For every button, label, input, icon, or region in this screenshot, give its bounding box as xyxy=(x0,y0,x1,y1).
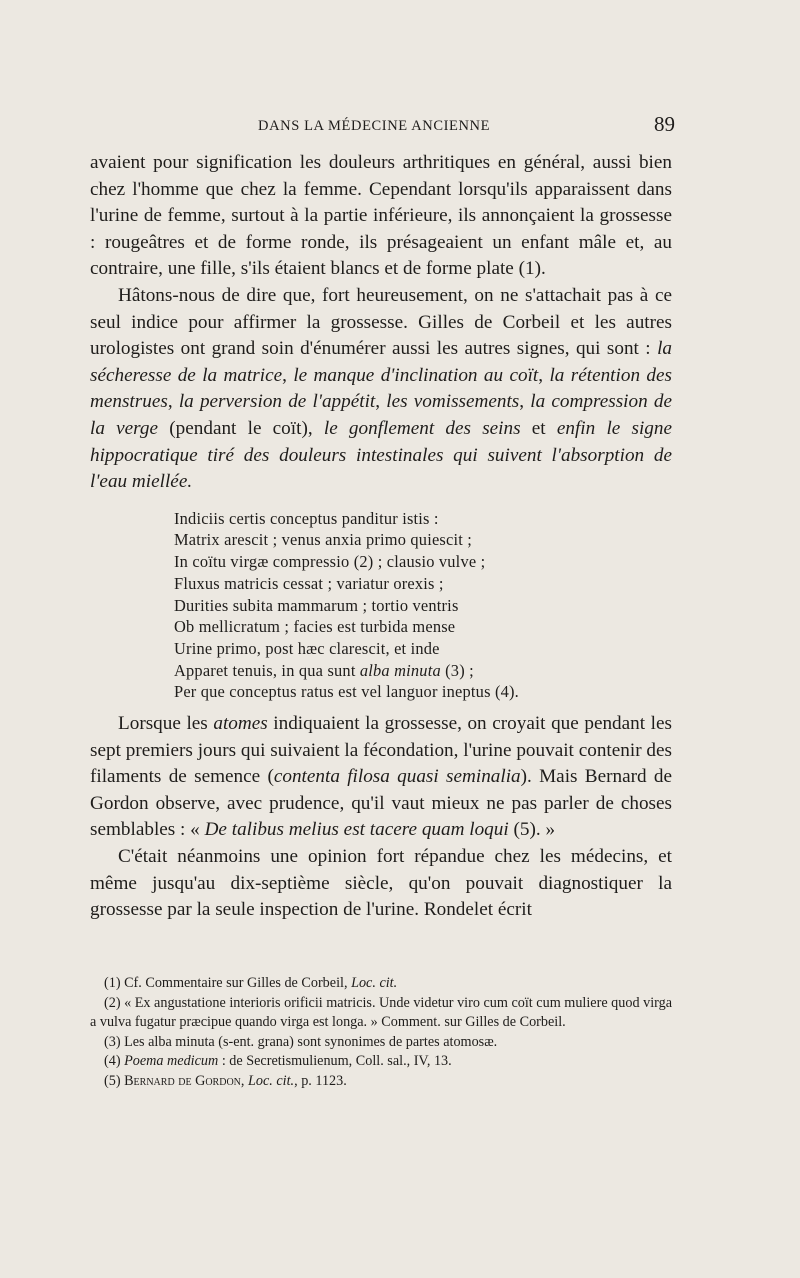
paragraph-2 xyxy=(90,283,672,496)
text-run: Lorsque les xyxy=(118,713,214,735)
author-name: Bernard de Gordon xyxy=(124,1072,241,1089)
verse-line: Matrix arescit ; venus anxia primo quiescit ; xyxy=(174,530,473,550)
italic-run: la compression de la verge xyxy=(90,391,673,439)
text-run: , xyxy=(167,391,179,413)
text-run: (3) ; xyxy=(440,660,474,680)
main-text xyxy=(90,150,672,924)
latin-verse xyxy=(174,508,672,703)
italic-run: Poema medicum xyxy=(124,1053,219,1070)
footnote-2: (2) « Ex angustatione interioris orificii matricis. Unde videtur viro cum coït cum muliere quod virga a vulva fugatur præcipue quando virga est longa. » Comment. sur Gilles de Corbeil. xyxy=(90,994,672,1031)
text-run: Hâtons-nous de dire que, fort heureusement, on ne s'attachait pas à ce seul indice pour affirmer la grossesse. Gilles de Corbeil et les autres urologistes ont grand soin d'énumérer aussi les autres signes, qui sont : xyxy=(90,284,672,360)
verse-line: Per que conceptus ratus est vel languor ineptus (4). xyxy=(174,682,519,702)
text-run: (4) xyxy=(104,1053,125,1070)
verse-line xyxy=(174,660,672,682)
text-run: Apparet tenuis, in qua sunt xyxy=(174,660,360,680)
text-run: : de Secretismulienum, Coll. sal., IV, 13. xyxy=(218,1053,452,1070)
italic-run: Loc. cit. xyxy=(351,975,398,991)
italic-run: les vomissements xyxy=(386,391,520,413)
italic-run: Loc. cit. xyxy=(248,1072,295,1089)
verse-line: In coïtu virgæ compressio (2) ; clausio vulve ; xyxy=(174,552,486,572)
text-run: , xyxy=(240,1072,248,1089)
verse-line: Indiciis certis conceptus panditur istis : xyxy=(174,508,439,528)
text-run: , xyxy=(375,391,387,413)
italic-run: De talibus melius est tacere quam loqui xyxy=(204,819,509,841)
text-run: , p. 1123. xyxy=(294,1072,347,1089)
text-run: (pendant le coït), xyxy=(158,417,324,439)
paragraph-1: avaient pour signification les douleurs arthritiques en général, aussi bien chez l'homme que chez la femme. Cependant lorsqu'ils apparaissent dans l'urine de femme, surtout à la partie inférieure, ils annonçaient la grossesse : rougeâtres et de forme ronde, ils présageaient un enfant mâle et, au contraire, une fille, s'ils étaient blancs et de forme plate (1). xyxy=(90,152,672,280)
italic-run: enfin le signe hippocratique tiré des douleurs intestinales qui suivent l'absorption de l'eau miellée. xyxy=(90,417,673,493)
page-number: 89 xyxy=(654,112,675,136)
text-run: , xyxy=(519,391,531,413)
italic-run: alba minuta xyxy=(359,660,441,680)
page-header xyxy=(90,112,675,140)
running-title: DANS LA MÉDECINE ANCIENNE xyxy=(258,118,491,134)
italic-run: la rétention des menstrues xyxy=(90,364,672,413)
italic-run: contenta filosa quasi seminalia xyxy=(273,766,521,788)
text-run: indiquaient la grossesse, on croyait que pendant les sept premiers jours qui suivaient la fécondation, l'urine pouvait contenir des filaments de semence ( xyxy=(90,713,672,788)
italic-run: atomes xyxy=(213,713,268,735)
footnote-3: (3) Les alba minuta (s-ent. grana) sont synonimes de partes atomosæ. xyxy=(104,1033,498,1050)
footnotes xyxy=(90,974,672,1092)
verse-line: Fluxus matricis cessat ; variatur orexis ; xyxy=(174,573,444,593)
text-run: , xyxy=(282,364,294,386)
verse-line: Urine primo, post hæc clarescit, et inde xyxy=(174,638,440,658)
text-run: (5). » xyxy=(508,819,556,841)
verse-line: Durities subita mammarum ; tortio ventris xyxy=(174,595,459,615)
italic-run: la perversion de l'appétit xyxy=(178,391,376,413)
text-run: et xyxy=(520,417,557,439)
text-run: (1) Cf. Commentaire sur Gilles de Corbeil, xyxy=(104,975,352,991)
text-run: (5) xyxy=(104,1072,125,1089)
footnote-4 xyxy=(90,1052,672,1072)
text-run: , xyxy=(538,364,550,386)
footnote-1 xyxy=(90,974,672,994)
italic-run: la sécheresse de la matrice xyxy=(90,338,672,386)
italic-run: le gonflement des seins xyxy=(323,417,521,439)
paragraph-3 xyxy=(90,711,672,844)
paragraph-4: C'était néanmoins une opinion fort répandue chez les médecins, et même jusqu'au dix-septième siècle, qu'on pouvait diagnostiquer la grossesse par la seule inspection de l'urine. Rondelet écrit xyxy=(90,846,672,921)
italic-run: le manque d'inclination au coït xyxy=(293,364,539,386)
footnote-5 xyxy=(90,1072,672,1092)
text-run: ). Mais Bernard de Gordon observe, avec prudence, qu'il vaut mieux ne pas parler de choses semblables : « xyxy=(90,766,672,841)
verse-line: Ob mellicratum ; facies est turbida mense xyxy=(174,617,456,637)
